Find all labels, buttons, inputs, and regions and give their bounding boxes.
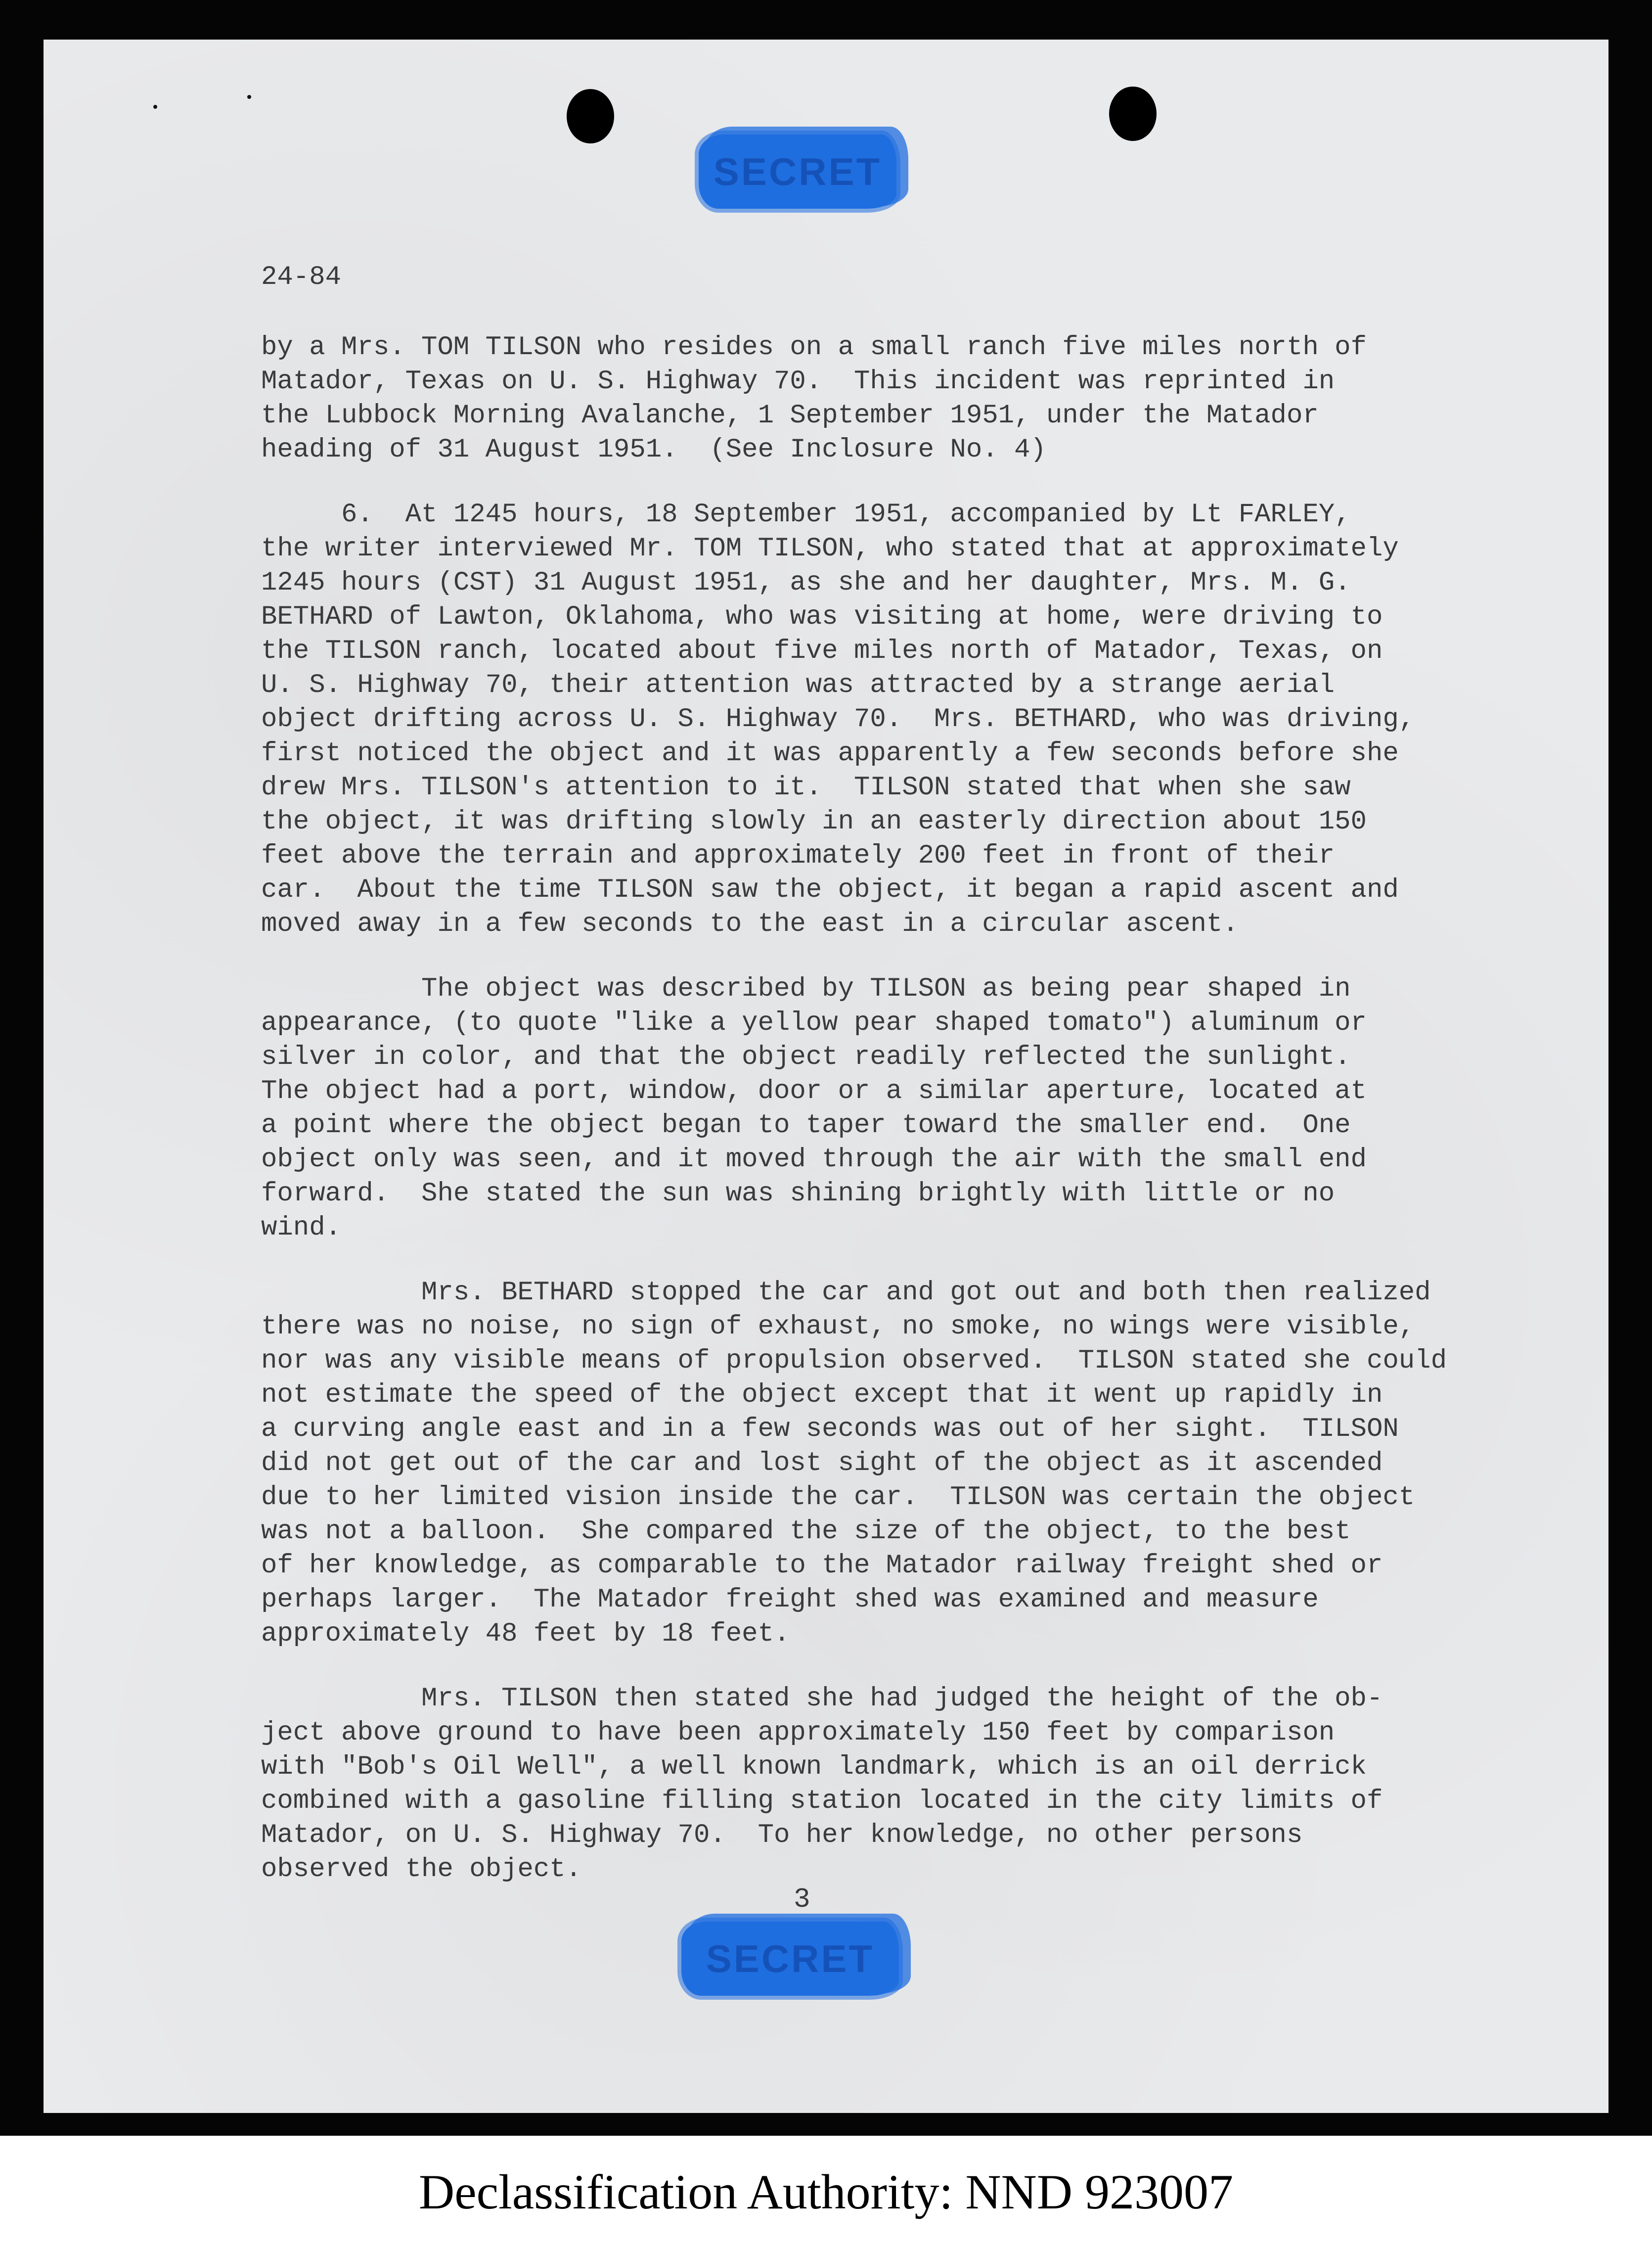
text-line: drew Mrs. TILSON's attention to it. TILSON stated that when she saw — [261, 773, 1351, 803]
paragraph-gap — [261, 1245, 1477, 1276]
text-line: the TILSON ranch, located about five miles north of Matador, Texas, on — [261, 636, 1383, 666]
text-line: feet above the terrain and approximately 200 feet in front of their — [261, 841, 1335, 871]
text-line: appearance, (to quote "like a yellow pear shaped tomato") aluminum or — [261, 1008, 1367, 1038]
text-line: the object, it was drifting slowly in an easterly direction about 150 — [261, 807, 1367, 837]
secret-stamp-top — [699, 135, 896, 209]
text-line: ject above ground to have been approximately 150 feet by comparison — [261, 1718, 1335, 1748]
text-line: Mrs. TILSON then stated she had judged the height of the ob- — [261, 1684, 1383, 1714]
text-line: wind. — [261, 1213, 342, 1243]
reference-number: 24-84 — [261, 262, 342, 292]
stamp-text: SECRET — [713, 149, 882, 193]
punch-hole-right — [1109, 87, 1157, 141]
text-line: a curving angle east and in a few seconds was out of her sight. TILSON — [261, 1414, 1399, 1444]
text-line: 6. At 1245 hours, 18 September 1951, accompanied by Lt FARLEY, — [261, 500, 1351, 530]
text-line: perhaps larger. The Matador freight shed was examined and measure — [261, 1585, 1319, 1615]
text-line: Mrs. BETHARD stopped the car and got out and both then realized — [261, 1278, 1431, 1308]
text-line: did not get out of the car and lost sight of the object as it ascended — [261, 1448, 1383, 1478]
page-number: 3 — [794, 1883, 810, 1915]
text-line: a point where the object began to taper toward the smaller end. One — [261, 1110, 1351, 1141]
text-line: car. About the time TILSON saw the object, it began a rapid ascent and — [261, 875, 1399, 905]
text-line: there was no noise, no sign of exhaust, no smoke, no wings were visible, — [261, 1312, 1415, 1342]
text-line: first noticed the object and it was apparently a few seconds before she — [261, 738, 1399, 769]
text-line: observed the object. — [261, 1854, 582, 1884]
text-line: not estimate the speed of the object except that it went up rapidly in — [261, 1380, 1383, 1410]
text-line: approximately 48 feet by 18 feet. — [261, 1619, 790, 1649]
text-line: silver in color, and that the object readily reflected the sunlight. — [261, 1042, 1351, 1072]
text-line: the Lubbock Morning Avalanche, 1 September 1951, under the Matador — [261, 401, 1319, 431]
speck-mark — [247, 95, 251, 99]
text-line: nor was any visible means of propulsion observed. TILSON stated she could — [261, 1346, 1447, 1376]
text-line: forward. She stated the sun was shining brightly with little or no — [261, 1179, 1335, 1209]
text-line: The object was described by TILSON as being pear shaped in — [261, 974, 1351, 1004]
text-line: with "Bob's Oil Well", a well known landmark, which is an oil derrick — [261, 1752, 1367, 1782]
text-line: BETHARD of Lawton, Oklahoma, who was visiting at home, were driving to — [261, 602, 1383, 632]
speck-mark — [153, 105, 157, 109]
text-line: Matador, Texas on U. S. Highway 70. This incident was reprinted in — [261, 367, 1335, 397]
text-line: Matador, on U. S. Highway 70. To her knowledge, no other persons — [261, 1820, 1303, 1850]
text-line: moved away in a few seconds to the east in a circular ascent. — [261, 909, 1239, 939]
text-line: of her knowledge, as comparable to the Matador railway freight shed or — [261, 1551, 1383, 1581]
text-line: object only was seen, and it moved through the air with the small end — [261, 1145, 1367, 1175]
stamp-text: SECRET — [706, 1936, 875, 1980]
secret-stamp-bottom — [681, 1922, 899, 1996]
text-line: The object had a port, window, door or a similar aperture, located at — [261, 1076, 1367, 1106]
declassification-footer: Declassification Authority: NND 923007 — [419, 2164, 1233, 2219]
paragraph-gap — [261, 941, 1477, 972]
text-line: due to her limited vision inside the car. TILSON was certain the object — [261, 1482, 1415, 1513]
text-line: the writer interviewed Mr. TOM TILSON, who stated that at approximately — [261, 534, 1399, 564]
text-line: 1245 hours (CST) 31 August 1951, as she and her daughter, Mrs. M. G. — [261, 568, 1351, 598]
punch-hole-left — [567, 89, 614, 143]
text-line: was not a balloon. She compared the size of the object, to the best — [261, 1516, 1351, 1547]
paragraph-gap — [261, 1651, 1477, 1682]
text-line: heading of 31 August 1951. (See Inclosure No. 4) — [261, 435, 1046, 465]
text-line: by a Mrs. TOM TILSON who resides on a small ranch five miles north of — [261, 332, 1367, 363]
paragraph-gap — [261, 467, 1477, 498]
text-line: combined with a gasoline filling station located in the city limits of — [261, 1786, 1383, 1816]
text-line: object drifting across U. S. Highway 70. Mrs. BETHARD, who was driving, — [261, 704, 1415, 734]
text-line: U. S. Highway 70, their attention was attracted by a strange aerial — [261, 670, 1335, 700]
body-text — [261, 330, 1477, 1886]
document-page — [44, 40, 1608, 2113]
